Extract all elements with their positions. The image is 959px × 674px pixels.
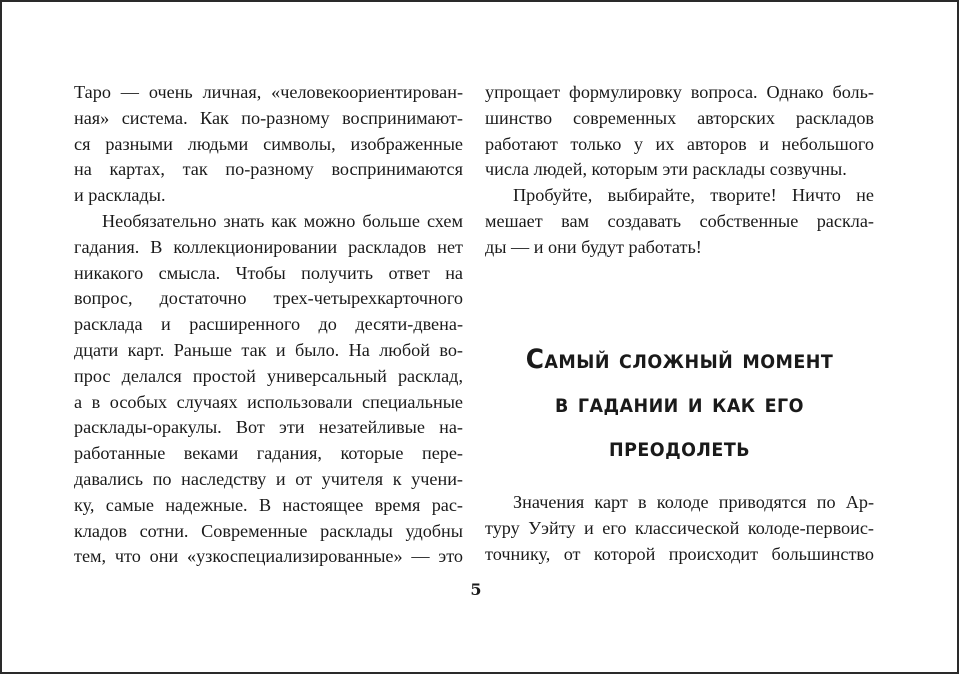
text-line: Необязательно знать как можно больше схем (102, 210, 463, 231)
text-line: и расклады. (74, 185, 166, 206)
text-line: работают только у их авторов и небольшого (485, 133, 874, 154)
chapter-heading (501, 338, 859, 470)
text-line: ды — и они будут работать! (485, 236, 702, 257)
text-line: Таро — очень личная, «человекоориентирован- (74, 82, 463, 102)
text-line: кладов сотни. Современные расклады удобны (74, 520, 463, 541)
heading-line: Самый сложный момент (525, 344, 834, 375)
text-line: расклада и расширенного до десяти-двена- (74, 314, 463, 335)
right-column-top (485, 80, 874, 261)
text-line: прос делался простой универсальный расклад, (74, 365, 463, 386)
text-line: вопрос, достаточно трех-четырехкарточного (74, 288, 463, 309)
text-line: ку, самые надежные. В настоящее время рас- (74, 494, 463, 515)
text-line: упрощает формулировку вопроса. Однако боль- (485, 82, 874, 102)
text-line: точнику, от которой происходит большинство (485, 543, 874, 564)
text-line: давались по наследству и от учителя к учени- (74, 468, 463, 489)
text-line: туру Уэйту и его классической колоде-первоис- (485, 517, 874, 538)
text-line: гадания. В коллекционировании раскладов нет (74, 236, 463, 257)
text-line: шинство современных авторских раскладов (485, 107, 874, 128)
text-line: а в особых случаях использовали специальные (74, 391, 463, 412)
page-number: 5 (470, 580, 482, 599)
left-column (74, 80, 463, 570)
heading-line: в гадании и как его (554, 388, 804, 419)
text-line: Пробуйте, выбирайте, творите! Ничто не (513, 185, 874, 206)
text-line: тем, что они «узкоспециализированные» — это (74, 546, 463, 567)
text-line: дцати карт. Раньше так и было. На любой во- (74, 339, 463, 360)
text-line: работанные веками гадания, которые пере- (74, 443, 463, 464)
text-line: расклады-оракулы. Вот эти незатейливые на- (74, 417, 463, 438)
text-line: ная» система. Как по-разному воспринимают- (74, 107, 463, 128)
text-line: ся разными людьми символы, изображенные (74, 133, 463, 154)
text-line: никакого смысла. Чтобы получить ответ на (74, 262, 463, 283)
text-line: мешает вам создавать собственные раскла- (485, 210, 874, 231)
text-line: на картах, так по-разному воспринимаются (74, 159, 463, 180)
heading-line: преодолеть (609, 432, 750, 463)
right-column-bottom (485, 490, 874, 567)
text-line: числа людей, которым эти расклады созвучны. (485, 159, 847, 180)
text-line: Значения карт в колоде приводятся по Ар- (513, 492, 874, 512)
